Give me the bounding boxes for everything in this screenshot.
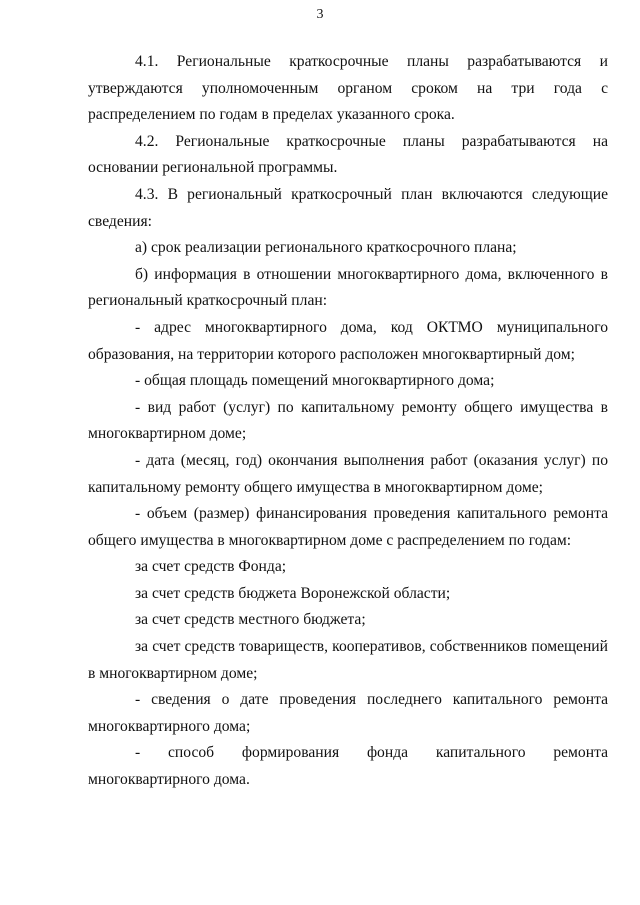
sub-item-end-date: - дата (месяц, год) окончания выполнения работ (оказания услуг) по капитальному ремонту общего имущества в многоквартирном доме; bbox=[88, 451, 608, 496]
sub-item-last-repair: - сведения о дате проведения последнего капитального ремонта многоквартирного дома; bbox=[88, 691, 608, 735]
list-item-b: б) информация в отношении многоквартирного дома, включенного в региональный краткосрочный план: bbox=[88, 265, 608, 310]
funding-source-owners: за счет средств товариществ, кооперативов, собственников помещений в многоквартирном доме; bbox=[88, 638, 608, 682]
page-number: 3 bbox=[316, 7, 324, 22]
funding-source-regional-budget: за счет средств бюджета Воронежской области; bbox=[135, 584, 451, 602]
sub-item-address: - адрес многоквартирного дома, код ОКТМО муниципального образования, на территории которого расположен многоквартирный дом; bbox=[88, 318, 608, 363]
funding-source-local-budget: за счет средств местного бюджета; bbox=[135, 611, 366, 629]
sub-item-area: - общая площадь помещений многоквартирного дома; bbox=[135, 372, 495, 390]
sub-item-fund-formation: - способ формирования фонда капитального ремонта многоквартирного дома. bbox=[88, 744, 608, 789]
document-body bbox=[88, 49, 608, 794]
sub-item-work-type: - вид работ (услуг) по капитальному ремонту общего имущества в многоквартирном доме; bbox=[88, 398, 608, 443]
funding-source-fund: за счет средств Фонда; bbox=[135, 558, 287, 576]
paragraph-4-2: 4.2. Региональные краткосрочные планы разрабатываются на основании региональной программы. bbox=[88, 132, 608, 177]
list-item-a: а) срок реализации регионального краткосрочного плана; bbox=[135, 239, 517, 257]
paragraph-4-1: 4.1. Региональные краткосрочные планы разрабатываются и утверждаются уполномоченным органом сроком на три года с распределением по годам в пределах указанного срока. bbox=[88, 53, 608, 124]
sub-item-financing: - объем (размер) финансирования проведения капитального ремонта общего имущества в многоквартирном доме с распределением по годам: bbox=[88, 505, 608, 549]
paragraph-4-3: 4.3. В региональный краткосрочный план включаются следующие сведения: bbox=[88, 185, 608, 230]
